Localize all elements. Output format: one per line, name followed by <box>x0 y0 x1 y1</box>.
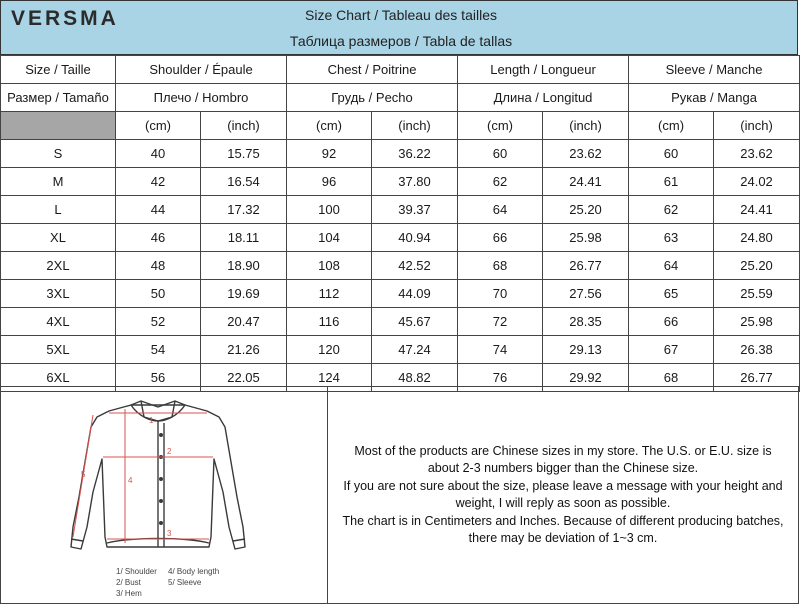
unit-cell: (inch) <box>543 112 629 140</box>
note-line: about 2-3 numbers bigger than the Chinese size. <box>427 461 699 475</box>
table-cell: 100 <box>287 196 372 224</box>
table-cell: 96 <box>287 168 372 196</box>
table-cell: 19.69 <box>201 280 287 308</box>
legend-item: 4/ Body length <box>168 567 220 576</box>
table-cell: 67 <box>629 336 714 364</box>
header-cell-shoulder-alt: Плечо / Hombro <box>116 84 287 112</box>
table-cell: 37.80 <box>372 168 458 196</box>
table-cell: 25.98 <box>714 308 800 336</box>
units-row <box>1 112 800 140</box>
header-cell-size: Size / Taille <box>1 56 116 84</box>
table-cell: 92 <box>287 140 372 168</box>
table-cell: 44.09 <box>372 280 458 308</box>
table-cell: 52 <box>116 308 201 336</box>
table-cell: 56 <box>116 364 201 392</box>
table-cell: 47.24 <box>372 336 458 364</box>
table-cell: 44 <box>116 196 201 224</box>
table-cell: 61 <box>629 168 714 196</box>
unit-cell: (cm) <box>629 112 714 140</box>
chart-header <box>0 0 798 55</box>
table-row <box>1 168 800 196</box>
measure-label-3: 3 <box>167 529 172 538</box>
table-row <box>1 308 800 336</box>
note-line: The chart is in Centimeters and Inches. Because of different producing batches, <box>342 513 784 528</box>
table-cell: 25.20 <box>543 196 629 224</box>
table-cell: 42 <box>116 168 201 196</box>
table-cell: 36.22 <box>372 140 458 168</box>
table-cell: 72 <box>458 308 543 336</box>
table-cell: 120 <box>287 336 372 364</box>
unit-cell: (cm) <box>458 112 543 140</box>
table-cell: 26.77 <box>714 364 800 392</box>
table-row <box>1 140 800 168</box>
unit-cell: (cm) <box>116 112 201 140</box>
header-cell-chest: Chest / Poitrine <box>287 56 458 84</box>
table-cell: 68 <box>629 364 714 392</box>
legend-item: 2/ Bust <box>116 578 141 587</box>
table-cell: 46 <box>116 224 201 252</box>
header-cell-sleeve: Sleeve / Manche <box>629 56 800 84</box>
header-cell-length: Length / Longueur <box>458 56 629 84</box>
table-cell: 64 <box>458 196 543 224</box>
diagram-legend <box>116 566 219 599</box>
measure-label-1: 1 <box>149 416 154 425</box>
table-cell: 23.62 <box>714 140 800 168</box>
table-cell: 23.62 <box>543 140 629 168</box>
unit-cell: (inch) <box>714 112 800 140</box>
table-cell: 74 <box>458 336 543 364</box>
table-cell: 65 <box>629 280 714 308</box>
table-row <box>1 196 800 224</box>
table-cell: 26.77 <box>543 252 629 280</box>
header-row-2 <box>1 84 800 112</box>
table-cell: 50 <box>116 280 201 308</box>
table-cell: 40.94 <box>372 224 458 252</box>
measure-label-5: 5 <box>81 470 86 479</box>
chart-title-line1: Size Chart / Tableau des tailles <box>305 7 497 23</box>
header-cell-chest-alt: Грудь / Pecho <box>287 84 458 112</box>
chart-title-line2: Таблица размеров / Tabla de tallas <box>289 33 513 49</box>
table-cell: 24.02 <box>714 168 800 196</box>
table-row <box>1 280 800 308</box>
size-label-cell: 2XL <box>1 252 116 280</box>
table-cell: 108 <box>287 252 372 280</box>
table-cell: 21.26 <box>201 336 287 364</box>
table-cell: 66 <box>458 224 543 252</box>
note-line: If you are not sure about the size, please leave a message with your height and <box>343 478 783 493</box>
table-cell: 124 <box>287 364 372 392</box>
table-cell: 24.80 <box>714 224 800 252</box>
note-line: there may be deviation of 1~3 cm. <box>468 531 658 545</box>
table-cell: 25.59 <box>714 280 800 308</box>
table-cell: 66 <box>629 308 714 336</box>
table-cell: 29.13 <box>543 336 629 364</box>
table-cell: 64 <box>629 252 714 280</box>
size-label-cell: 6XL <box>1 364 116 392</box>
table-cell: 116 <box>287 308 372 336</box>
table-cell: 24.41 <box>714 196 800 224</box>
table-cell: 48 <box>116 252 201 280</box>
table-cell: 63 <box>629 224 714 252</box>
table-row <box>1 224 800 252</box>
table-cell: 48.82 <box>372 364 458 392</box>
note-line: weight, I will reply as soon as possible. <box>455 496 671 510</box>
measure-label-2: 2 <box>167 447 172 456</box>
table-cell: 40 <box>116 140 201 168</box>
unit-cell: (inch) <box>201 112 287 140</box>
header-cell-sleeve-alt: Рукав / Manga <box>629 84 800 112</box>
size-label-cell: L <box>1 196 116 224</box>
table-cell: 18.90 <box>201 252 287 280</box>
header-cell-size-alt: Размер / Tamaño <box>1 84 116 112</box>
size-label-cell: 4XL <box>1 308 116 336</box>
table-cell: 20.47 <box>201 308 287 336</box>
table-cell: 112 <box>287 280 372 308</box>
table-cell: 42.52 <box>372 252 458 280</box>
size-label-cell: S <box>1 140 116 168</box>
size-note <box>328 387 798 603</box>
table-cell: 26.38 <box>714 336 800 364</box>
table-cell: 60 <box>458 140 543 168</box>
units-blank-cell <box>1 112 116 140</box>
table-cell: 25.98 <box>543 224 629 252</box>
table-cell: 16.54 <box>201 168 287 196</box>
table-cell: 29.92 <box>543 364 629 392</box>
table-cell: 68 <box>458 252 543 280</box>
table-cell: 18.11 <box>201 224 287 252</box>
size-label-cell: XL <box>1 224 116 252</box>
table-cell: 62 <box>629 196 714 224</box>
table-cell: 45.67 <box>372 308 458 336</box>
legend-item: 5/ Sleeve <box>168 578 202 587</box>
table-row <box>1 252 800 280</box>
table-cell: 15.75 <box>201 140 287 168</box>
table-row <box>1 336 800 364</box>
legend-item: 1/ Shoulder <box>116 567 157 576</box>
table-cell: 70 <box>458 280 543 308</box>
size-table <box>0 55 800 392</box>
table-cell: 62 <box>458 168 543 196</box>
table-cell: 60 <box>629 140 714 168</box>
size-label-cell: 3XL <box>1 280 116 308</box>
unit-cell: (inch) <box>372 112 458 140</box>
note-line: Most of the products are Chinese sizes in my store. The U.S. or E.U. size is <box>354 443 772 458</box>
table-cell: 28.35 <box>543 308 629 336</box>
brand-logo: VERSMA <box>11 7 119 30</box>
table-cell: 39.37 <box>372 196 458 224</box>
table-cell: 54 <box>116 336 201 364</box>
table-cell: 24.41 <box>543 168 629 196</box>
table-cell: 25.20 <box>714 252 800 280</box>
table-cell: 27.56 <box>543 280 629 308</box>
header-cell-shoulder: Shoulder / Épaule <box>116 56 287 84</box>
size-label-cell: 5XL <box>1 336 116 364</box>
table-cell: 17.32 <box>201 196 287 224</box>
measure-label-4: 4 <box>128 476 133 485</box>
table-cell: 76 <box>458 364 543 392</box>
table-cell: 104 <box>287 224 372 252</box>
header-cell-length-alt: Длина / Longitud <box>458 84 629 112</box>
header-row-1 <box>1 56 800 84</box>
size-label-cell: M <box>1 168 116 196</box>
table-cell: 22.05 <box>201 364 287 392</box>
unit-cell: (cm) <box>287 112 372 140</box>
legend-item: 3/ Hem <box>116 589 142 598</box>
